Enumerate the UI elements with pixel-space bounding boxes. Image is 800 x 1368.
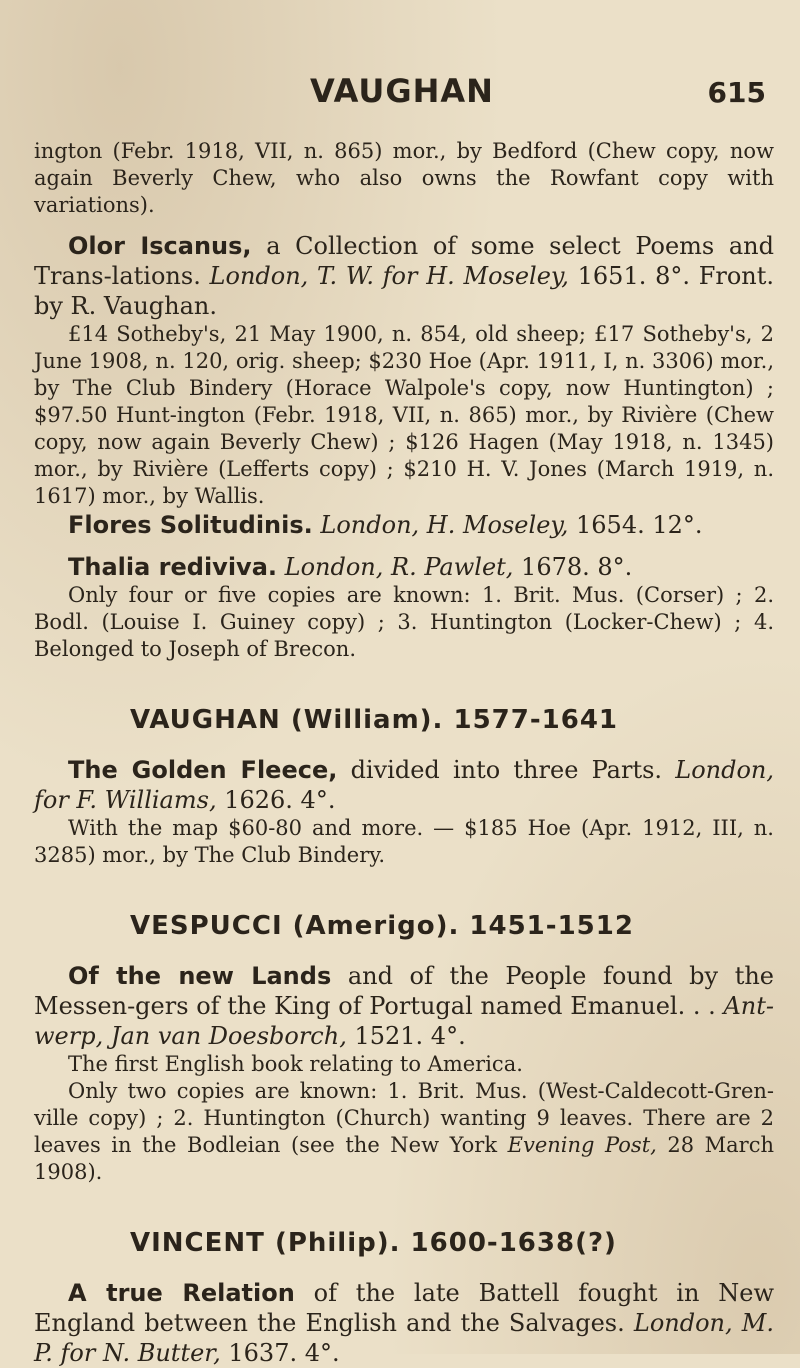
running-head: VAUGHAN [310,72,494,110]
entry-notes: With the map $60-80 and more. — $185 Hoe (Apr. 1912, III, n. 3285) mor., by The Club Bindery. [34,816,774,867]
entry-true-relation: A true Relation of the late Battell fought in New England between the English and the Salvages. London, M. P. for N. Butter, 1637. 4°. [34,1279,774,1367]
author-heading-william: VAUGHAN (William). 1577-1641 [130,705,619,735]
entry-notes: Only four or five copies are known: 1. Brit. Mus. (Corser) ; 2. Bodl. (Louise I. Guiney copy) ; 3. Huntington (Locker-Chew) ; 4. Belonged to Joseph of Brecon. [34,583,774,661]
entry-title: Thalia rediviva. [68,553,278,581]
author-heading-vespucci: VESPUCCI (Amerigo). 1451-1512 [130,911,634,941]
page-body [34,138,774,1368]
continuation-text: ington (Febr. 1918, VII, n. 865) mor., by Bedford (Chew copy, now again Beverly Chew, who also owns the Rowfant copy with variations). [34,139,774,217]
imprint: London, M. P. for N. Butter, [34,1309,774,1367]
entry-thalia-rediviva: Thalia rediviva. London, R. Pawlet, 1678. 8°. [68,553,633,581]
imprint: London, for F. Williams, [34,756,774,814]
entry-new-lands: Of the new Lands and of the People found by the Messen-gers of the King of Portugal named Emanuel. . . Ant-werp, Jan van Doesborch, 1521. 4°. [34,962,775,1050]
entry-notes: The first English book relating to America. [68,1052,523,1076]
entry-olor-iscanus: Olor Iscanus, a Collection of some select Poems and Trans-lations. London, T. W. for H. Moseley, 1651. 8°. Front. by R. Vaughan. [34,232,775,320]
author-heading-vincent: VINCENT (Philip). 1600-1638(?) [130,1228,617,1258]
entry-flores-solitudinis: Flores Solitudinis. London, H. Moseley, 1654. 12°. [68,511,703,539]
entry-title: The Golden Fleece, [68,756,338,784]
entry-title: Flores Solitudinis. [68,511,313,539]
page-header [0,72,800,112]
entry-title: Olor Iscanus, [68,232,252,260]
entry-title: A true Relation [68,1279,295,1307]
page-number: 615 [707,76,766,109]
entry-notes: Only two copies are known: 1. Brit. Mus. (West-Caldecott-Gren-ville copy) ; 2. Huntington (Church) wanting 9 leaves. There are 2 leaves in the Bodleian (see the New York Evening Post, 28 March 1908). [34,1079,774,1184]
imprint: London, H. Moseley, [312,511,569,539]
imprint: London, R. Pawlet, [277,553,514,581]
imprint: Ant-werp, Jan van Doesborch, [34,992,775,1050]
imprint: London, T. W. for H. Moseley, [200,262,569,290]
entry-title: Of the new Lands [68,962,332,990]
entry-notes: £14 Sotheby's, 21 May 1900, n. 854, old sheep; £17 Sotheby's, 2 June 1908, n. 120, orig. sheep; $230 Hoe (Apr. 1911, I, n. 3306) mor., by The Club Bindery (Horace Walpole's copy, now Huntington) ; $97.50 Hunt-ington (Febr. 1918, VII, n. 865) mor., by Rivière (Chew copy, now again Beverly Chew) ; $126 Hagen (May 1918, n. 1345) mor., by Rivière (Lefferts copy) ; $210 H. V. Jones (March 1919, n. 1617) mor., by Wallis. [34,322,774,508]
entry-golden-fleece: The Golden Fleece, divided into three Parts. London, for F. Williams, 1626. 4°. [34,756,774,814]
